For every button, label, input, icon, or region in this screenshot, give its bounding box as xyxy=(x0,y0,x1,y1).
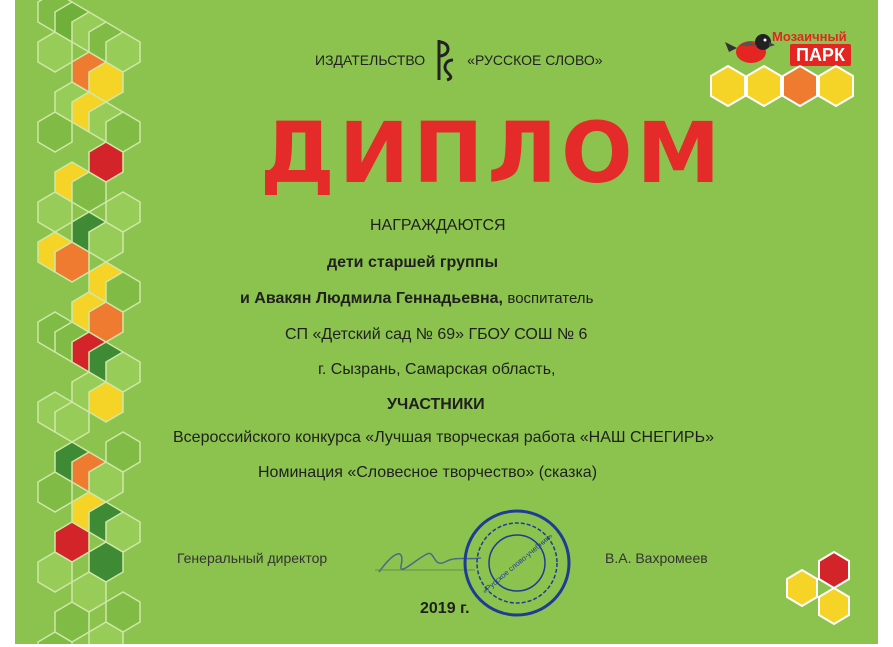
publisher-prefix: ИЗДАТЕЛЬСТВО xyxy=(315,52,426,68)
publisher-header xyxy=(315,38,603,82)
status: УЧАСТНИКИ xyxy=(387,396,485,413)
brand-logo xyxy=(708,20,868,115)
awarded-label: НАГРАЖДАЮТСЯ xyxy=(370,217,506,234)
honeycomb-small-decoration xyxy=(780,548,870,628)
stamp-text: «Русское слово-учебник» xyxy=(480,531,555,596)
certificate xyxy=(15,0,878,644)
honeycomb-decoration xyxy=(15,0,165,644)
recipient-name: и Авакян Людмила Геннадьевна, xyxy=(240,290,503,307)
brand-honeycomb xyxy=(708,62,868,112)
city: г. Сызрань, Самарская область, xyxy=(318,361,556,378)
certificate-title: ДИПЛОМ xyxy=(260,104,725,202)
year: 2019 г. xyxy=(420,600,470,617)
recipient-role: воспитатель xyxy=(507,290,594,307)
contest: Всероссийского конкурса «Лучшая творческая работа «НАШ СНЕГИРЬ» xyxy=(173,429,714,446)
director-name: В.А. Вахромеев xyxy=(605,550,708,566)
nomination: Номинация «Словесное творчество» (сказка) xyxy=(258,464,598,481)
publisher-name: «РУССКОЕ СЛОВО» xyxy=(467,52,603,68)
recipients-line-1: дети старшей группы xyxy=(327,254,498,271)
institution: СП «Детский сад № 69» ГБОУ СОШ № 6 xyxy=(285,326,588,343)
rs-logo-icon xyxy=(435,38,457,82)
brand-title: Мозаичный xyxy=(772,29,847,44)
stamp xyxy=(462,508,572,618)
director-label: Генеральный директор xyxy=(177,550,328,566)
brand-park: ПАРК xyxy=(790,44,851,66)
recipients-line-2 xyxy=(240,289,593,309)
